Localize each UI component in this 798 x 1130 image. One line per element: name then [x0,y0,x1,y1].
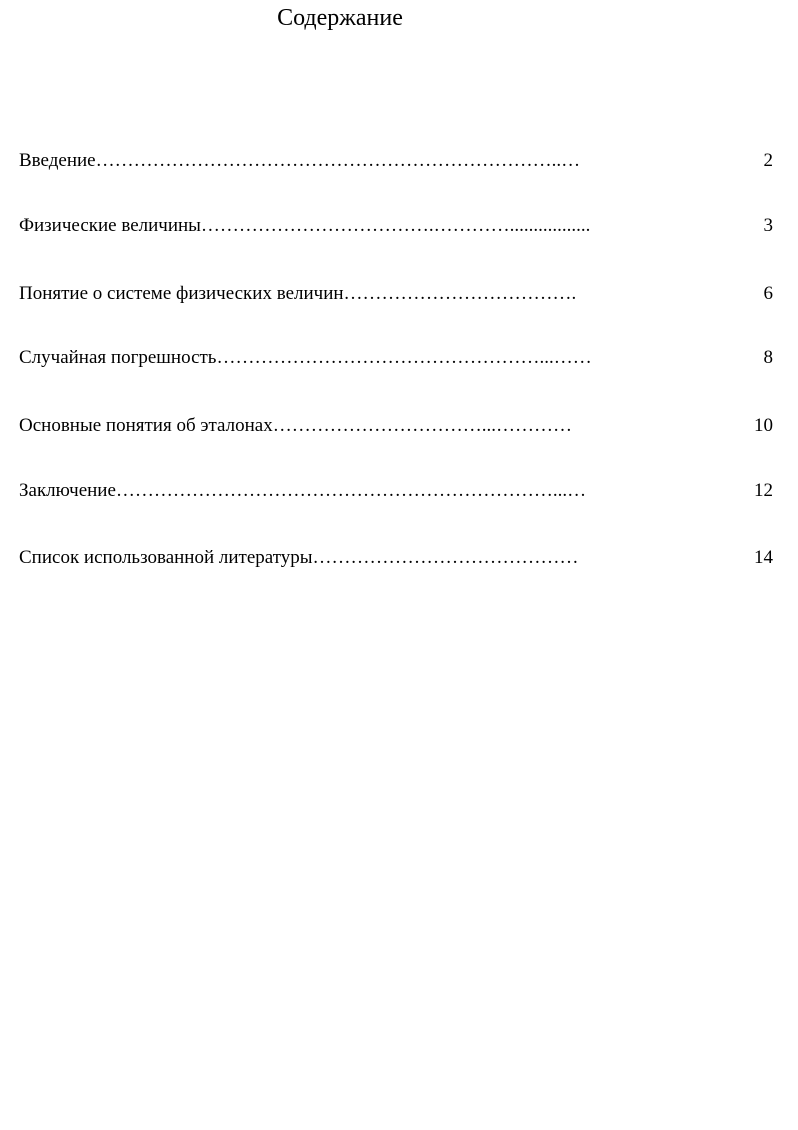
toc-row-references [19,545,779,571]
toc-row-conclusion [19,478,779,504]
toc-page-number: 10 [754,415,773,436]
toc-entry-text: Основные понятия об эталонах……………………………...………… [19,415,572,436]
toc-entry-text: Введение………………………………………………………………..… [19,150,581,171]
toc-entry-text: Физические величины……………………………….…………................. [19,215,591,236]
toc-row-system-of-quantities [19,281,779,307]
toc-entry-text: Понятие о системе физических величин………………………………. [19,283,577,304]
toc-row-introduction [19,148,779,174]
toc-entry-text: Список использованной литературы…………………………………… [19,547,579,568]
toc-page-number: 12 [754,480,773,501]
toc-entry-text: Заключение……………………………………………………………...… [19,480,587,501]
toc-row-standards [19,413,779,439]
toc-entry-text: Случайная погрешность……………………………………………...…… [19,347,592,368]
toc-row-random-error [19,345,779,371]
toc-page-number: 2 [763,150,773,171]
toc-page-number: 14 [754,547,773,568]
toc-row-physical-quantities [19,213,779,239]
page-title: Содержание [277,5,403,31]
toc-page-number: 6 [763,283,773,304]
toc-page-number: 3 [763,215,773,236]
toc-page-number: 8 [763,347,773,368]
